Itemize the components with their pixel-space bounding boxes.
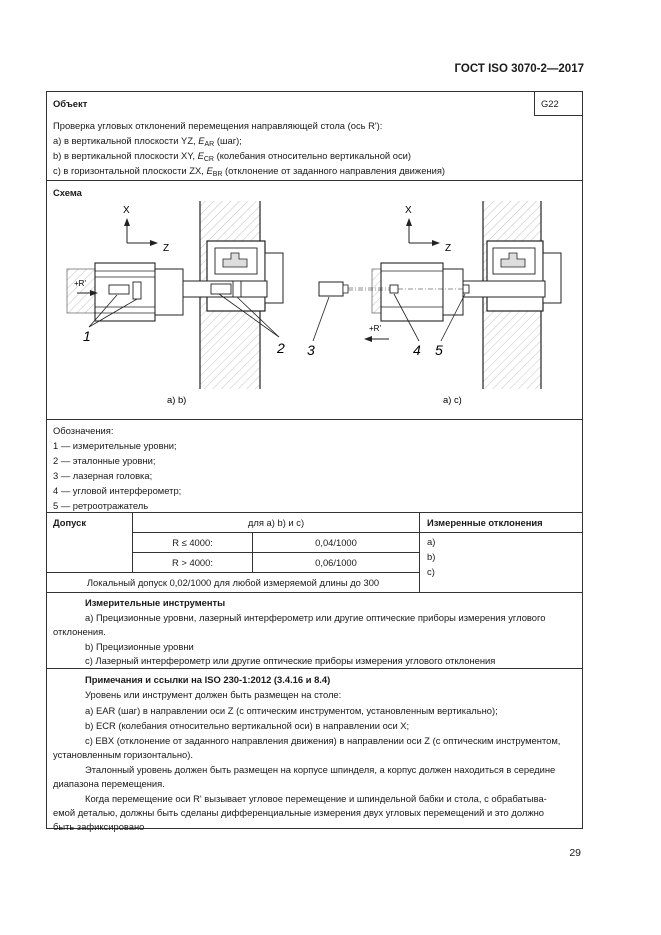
instruments-section	[47, 592, 582, 668]
right-laser-head	[319, 282, 343, 296]
scheme-title: Схема	[53, 187, 82, 198]
note-line: a) EAR (шаг) в направлении оси Z (с оптическим инструментом, установленным вертикально);	[85, 705, 498, 716]
right-retroreflector	[463, 285, 469, 293]
object-intro: Проверка угловых отклонений перемещения направляющей стола (ось R'):	[53, 120, 383, 131]
scheme-section	[47, 180, 582, 419]
note-line: установленным горизонтально).	[53, 749, 193, 760]
instruments-title: Измерительные инструменты	[85, 597, 226, 608]
right-motion-label: +R'	[369, 324, 381, 333]
right-spindle	[463, 281, 545, 297]
right-callout-3: 3	[307, 342, 315, 358]
left-motion-label: +R'	[74, 279, 86, 288]
object-item-c: c) в горизонтальной плоскости ZX, $E_{BR}$ (отклонение от заданного направления движения)	[53, 165, 446, 178]
tolerance-condition: R ≤ 4000:	[172, 537, 213, 548]
legend-title: Обозначения:	[53, 425, 114, 436]
measured-item: a)	[427, 536, 436, 547]
right-callout-4: 4	[413, 342, 421, 358]
legend-item: 5 — ретроотражатель	[53, 500, 149, 511]
standard-header: ГОСТ ISO 3070-2—2017	[454, 63, 584, 75]
instrument-c: c) Лазерный интерферометр или другие оптические приборы измерения углового отклонения	[85, 655, 496, 666]
note-line: емой деталью, должны быть сделаны дифференциальные измерения двух угловых перемещений и это должно	[53, 807, 544, 818]
instrument-a: a) Прецизионные уровни, лазерный интерферометр или другие оптические приборы измерения углового	[85, 612, 546, 623]
note-line: Эталонный уровень должен быть размещен на корпусе шпинделя, а корпус должен находиться в середине	[85, 764, 556, 775]
legend-section	[47, 419, 582, 512]
object-item-a: a) в вертикальной плоскости YZ, $E_{AR}$ (шаг);	[53, 135, 242, 148]
right-axis-z-label: Z	[445, 243, 452, 254]
test-table	[46, 91, 583, 832]
instrument-b: b) Прецизионные уровни	[85, 641, 194, 652]
page-number: 29	[569, 847, 581, 859]
right-caption: a) c)	[443, 394, 462, 405]
legend-item: 4 — угловой интерферометр;	[53, 485, 182, 496]
right-callout-5: 5	[435, 342, 443, 358]
note-line: быть зафиксировано	[53, 821, 145, 832]
object-code: G22	[541, 98, 559, 109]
object-title: Объект	[53, 98, 88, 109]
left-callout-2: 2	[277, 340, 285, 356]
right-axis-x-label: X	[405, 205, 412, 216]
object-code-cell	[534, 92, 583, 116]
left-caption: a) b)	[167, 394, 187, 405]
notes-section	[47, 668, 582, 832]
right-angular-interferometer	[390, 285, 398, 293]
left-reference-level	[211, 284, 231, 294]
legend-item: 2 — эталонные уровни;	[53, 455, 156, 466]
left-axis-z-label: Z	[163, 243, 170, 254]
tolerance-value: 0,04/1000	[315, 537, 357, 548]
measured-item: b)	[427, 551, 436, 562]
left-callout-1: 1	[83, 328, 91, 344]
note-line: b) ECR (колебания относительно вертикальной оси) в направлении оси X;	[85, 720, 410, 731]
left-figure	[67, 181, 285, 405]
note-line: c) EBX (отклонение от заданного направления движения) в направлении оси Z (с оптическим инструментом,	[85, 735, 561, 746]
left-measuring-level-2	[133, 282, 141, 299]
tolerance-condition: R > 4000:	[172, 557, 213, 568]
tolerance-applies: для a) b) и c)	[247, 517, 305, 528]
measured-item: c)	[427, 566, 435, 577]
object-section	[47, 92, 582, 180]
left-axis-x-label: X	[123, 205, 130, 216]
instrument-a-cont: отклонения.	[53, 626, 106, 637]
tolerance-title: Допуск	[53, 517, 87, 528]
measured-title: Измеренные отклонения	[427, 517, 543, 528]
scheme-diagram	[47, 181, 582, 419]
note-line: Уровень или инструмент должен быть размещен на столе:	[85, 689, 342, 700]
tolerance-value: 0,06/1000	[315, 557, 357, 568]
note-line: Когда перемещение оси R' вызывает угловое перемещение и шпиндельной бабки и стола, с обрабатыва-	[85, 793, 547, 804]
note-line: диапазона перемещения.	[53, 778, 165, 789]
legend-item: 1 — измерительные уровни;	[53, 440, 177, 451]
right-figure	[307, 201, 561, 405]
legend-item: 3 — лазерная головка;	[53, 470, 153, 481]
object-item-b: b) в вертикальной плоскости XY, $E_{CR}$ (колебания относительно вертикальной оси)	[53, 150, 412, 163]
left-measuring-level-1	[109, 285, 129, 294]
tolerance-section	[47, 512, 582, 592]
local-tolerance: Локальный допуск 0,02/1000 для любой измеряемой длины до 300	[86, 577, 380, 588]
notes-title: Примечания и ссылки на ISO 230-1:2012 (3.4.16 и 8.4)	[85, 674, 331, 685]
